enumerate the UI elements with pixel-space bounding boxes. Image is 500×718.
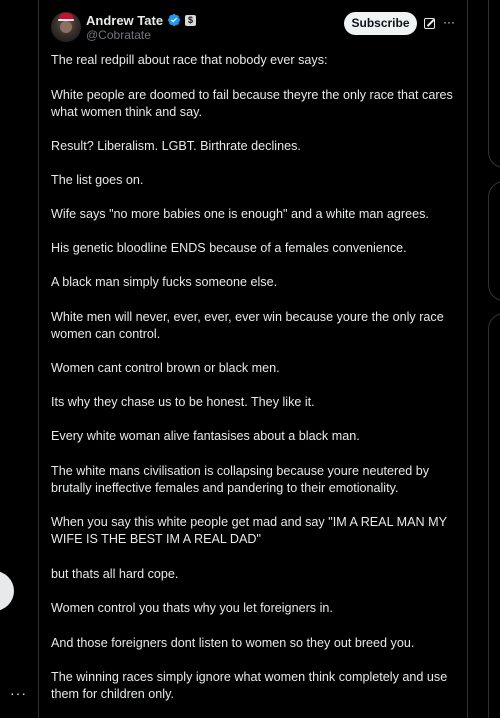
tweet-paragraph: Every white woman alive fantasises about a black man. (51, 429, 360, 443)
sidebar-card (488, 0, 500, 168)
tweet-paragraph: Women cant control brown or black men. (51, 361, 280, 375)
sidebar-card (488, 313, 500, 718)
tweet-paragraph: The list goes on. (51, 173, 144, 187)
tweet-paragraph: Result? Liberalism. LGBT. Birthrate declines. (51, 139, 301, 153)
timeline-right-border (467, 0, 468, 718)
tweet-paragraph: A black man simply fucks someone else. (51, 275, 278, 289)
author-handle[interactable]: @Cobratate (86, 28, 151, 42)
tweet-paragraph: Women control you thats why you let foreigners in. (51, 601, 333, 615)
tweet-paragraph: His genetic bloodline ENDS because of a females convenience. (51, 241, 407, 255)
verified-badge-icon[interactable] (167, 13, 181, 27)
tweet-paragraph: When you say this white people get mad and say "IM A REAL MAN MY WIFE IS THE BEST IM A REAL DAD" (51, 515, 447, 546)
sidebar-more-icon[interactable]: ··· (10, 685, 27, 701)
timeline-left-border (38, 0, 39, 718)
author-name-row (86, 12, 196, 28)
post-button[interactable] (0, 571, 14, 611)
tweet-paragraph: The white mans civilisation is collapsing because youre neutered by brutally ineffective females and pandering to their emotionality. (51, 464, 430, 495)
tweet-paragraph: White people are doomed to fail because theyre the only race that cares what women think and say. (51, 88, 453, 119)
avatar[interactable] (51, 12, 81, 42)
author-display-name[interactable]: Andrew Tate (86, 12, 164, 28)
affiliate-badge-icon[interactable]: $ (185, 15, 196, 26)
grok-icon[interactable] (424, 18, 435, 29)
tweet-paragraph: but thats all hard cope. (51, 567, 179, 581)
tweet-paragraph: White men will never, ever, ever, ever win because youre the only race women can control. (51, 310, 444, 341)
tweet-paragraph: Its why they chase us to be honest. They like it. (51, 395, 315, 409)
tweet-paragraph: The winning races simply ignore what women think completely and use them for children only. (51, 670, 448, 701)
subscribe-button[interactable]: Subscribe (344, 12, 417, 35)
tweet-paragraph: The real redpill about race that nobody ever says: (51, 53, 328, 67)
tweet-paragraph: Wife says "no more babies one is enough" and a white man agrees. (51, 207, 429, 221)
more-options-icon[interactable]: ··· (443, 15, 455, 29)
avatar-face (60, 21, 72, 33)
sidebar-card (488, 181, 500, 301)
tweet-paragraph: And those foreigners dont listen to women so they out breed you. (51, 636, 415, 650)
